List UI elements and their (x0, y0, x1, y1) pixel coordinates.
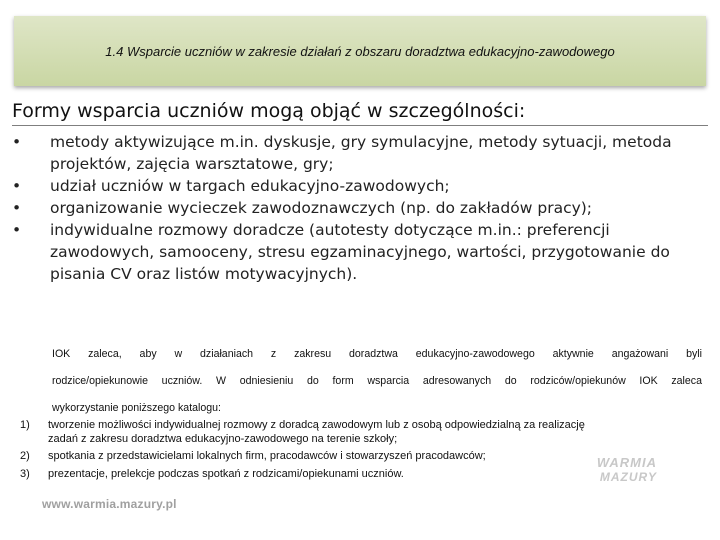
bullet-item (12, 219, 702, 285)
bullet-item (12, 197, 702, 219)
item-number: 3) (20, 467, 30, 480)
bullet-item (12, 131, 702, 175)
bullet-text: indywidualne rozmowy doradcze (autotesty dotyczące m.in.: preferencji (50, 221, 610, 239)
bullet-icon: • (12, 199, 22, 217)
logo-text-warmia: WARMIA (596, 455, 657, 470)
item-text: zadań z zakresu doradztwa edukacyjno-zawodowego na terenie szkoły; (48, 432, 398, 445)
bullet-list (12, 131, 702, 285)
bullet-text: pisania CV oraz listów motywacyjnych). (50, 265, 358, 283)
bullet-icon: • (12, 177, 22, 195)
bullet-text: udział uczniów w targach edukacyjno-zawodowych; (50, 177, 450, 195)
warmia-mazury-logo (577, 455, 657, 489)
bullet-text: organizowanie wycieczek zawodoznawczych (np. do zakładów pracy); (50, 199, 593, 217)
slide-header (14, 16, 706, 86)
bullet-icon: • (12, 133, 22, 151)
item-number: 1) (20, 419, 30, 431)
paragraph-line: wykorzystanie poniższego katalogu: (52, 402, 222, 414)
item-text: spotkania z przedstawicielami lokalnych firm, pracodawców i stowarzyszeń pracodawców; (48, 450, 486, 462)
bullet-text: zawodowych, samooceny, stresu egzaminacyjnego, wartości, przygotowanie do (50, 243, 670, 261)
footer-url: www.warmia.mazury.pl (42, 497, 177, 511)
paragraph-line: IOK zaleca, aby w działaniach z zakresu doradztwa edukacyjno-zawodowego aktywnie angażowani byli (52, 348, 702, 360)
item-text: tworzenie możliwości indywidualnej rozmowy z doradcą zawodowym lub z osobą odpowiedzialną za realizację (48, 419, 585, 431)
heading-divider (12, 125, 708, 126)
paragraph-line: rodzice/opiekunowie uczniów. W odniesieniu do form wsparcia adresowanych do rodziców/opiekunów IOK zaleca (52, 375, 702, 387)
bullet-text: metody aktywizujące m.in. dyskusje, gry symulacyjne, metody sytuacji, metoda (50, 133, 672, 151)
section-heading: Formy wsparcia uczniów mogą objąć w szczególności: (12, 100, 526, 122)
bullet-text: projektów, zajęcia warsztatowe, gry; (50, 155, 334, 173)
slide-title: 1.4 Wsparcie uczniów w zakresie działań z obszaru doradztwa edukacyjno-zawodowego (105, 43, 615, 59)
numbered-item (20, 419, 702, 446)
bullet-item (12, 175, 702, 197)
item-text: prezentacje, prelekcje podczas spotkań z rodzicami/opiekunami uczniów. (48, 467, 404, 480)
bullet-icon: • (12, 221, 22, 239)
item-number: 2) (20, 450, 30, 462)
logo-text-mazury: MAZURY (599, 470, 657, 484)
